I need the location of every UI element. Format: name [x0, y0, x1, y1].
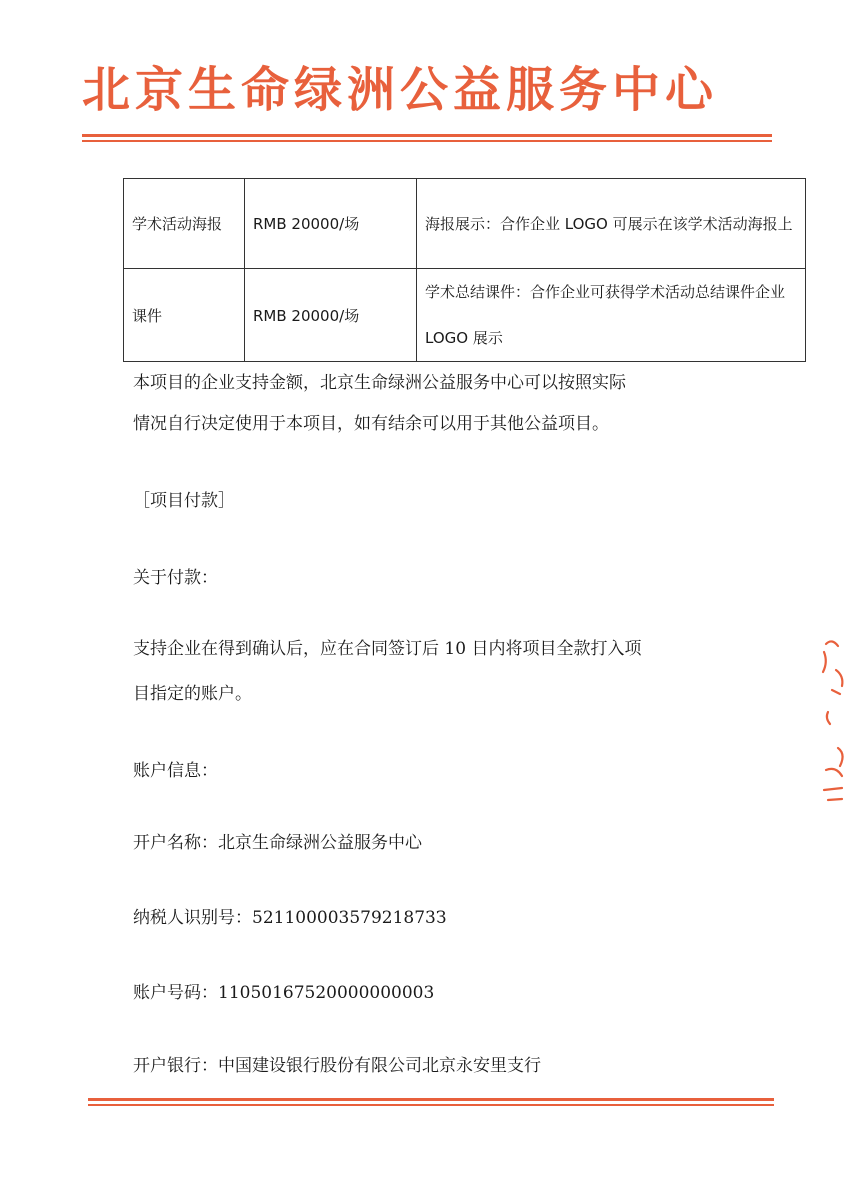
letterhead-rule-top-thin	[82, 140, 772, 142]
seal-stamp-edge-icon	[812, 630, 849, 810]
table-cell-price: RMB 20000/场	[245, 269, 417, 362]
table-cell-item: 课件	[124, 269, 245, 362]
payment-terms-line-1: 支持企业在得到确认后，应在合同签订后 10 日内将项目全款打入项	[133, 639, 642, 659]
payment-terms-line-2: 目指定的账户。	[133, 684, 252, 704]
funding-note-line-1: 本项目的企业支持金额，北京生命绿洲公益服务中心可以按照实际	[133, 373, 626, 393]
table-cell-benefit: 学术总结课件：合作企业可获得学术活动总结课件企业 LOGO 展示	[417, 269, 806, 362]
letterhead-rule-top-thick	[82, 134, 772, 137]
bank-name: 开户银行：中国建设银行股份有限公司北京永安里支行	[133, 1056, 541, 1076]
letterhead-rule-bottom-thin	[88, 1104, 774, 1106]
letterhead-rule-bottom-thick	[88, 1098, 774, 1101]
funding-note-line-2: 情况自行决定使用于本项目，如有结余可以用于其他公益项目。	[133, 414, 609, 434]
taxpayer-id: 纳税人识别号：52110000357921873З	[133, 908, 447, 928]
table-cell-benefit: 海报展示：合作企业 LOGO 可展示在该学术活动海报上	[417, 179, 806, 269]
letterhead-title: 北京生命绿洲公益服务中心	[82, 62, 719, 118]
account-name: 开户名称：北京生命绿洲公益服务中心	[133, 833, 422, 853]
table-row	[124, 179, 806, 269]
payment-heading: ［项目付款］	[133, 491, 235, 511]
table-cell-item: 学术活动海报	[124, 179, 245, 269]
table-row	[124, 269, 806, 362]
account-info-label: 账户信息：	[133, 761, 218, 781]
about-payment-label: 关于付款：	[133, 568, 218, 588]
sponsorship-table	[123, 178, 806, 362]
table-cell-price: RMB 20000/场	[245, 179, 417, 269]
account-number: 账户号码：11050167520000000003	[133, 983, 435, 1003]
